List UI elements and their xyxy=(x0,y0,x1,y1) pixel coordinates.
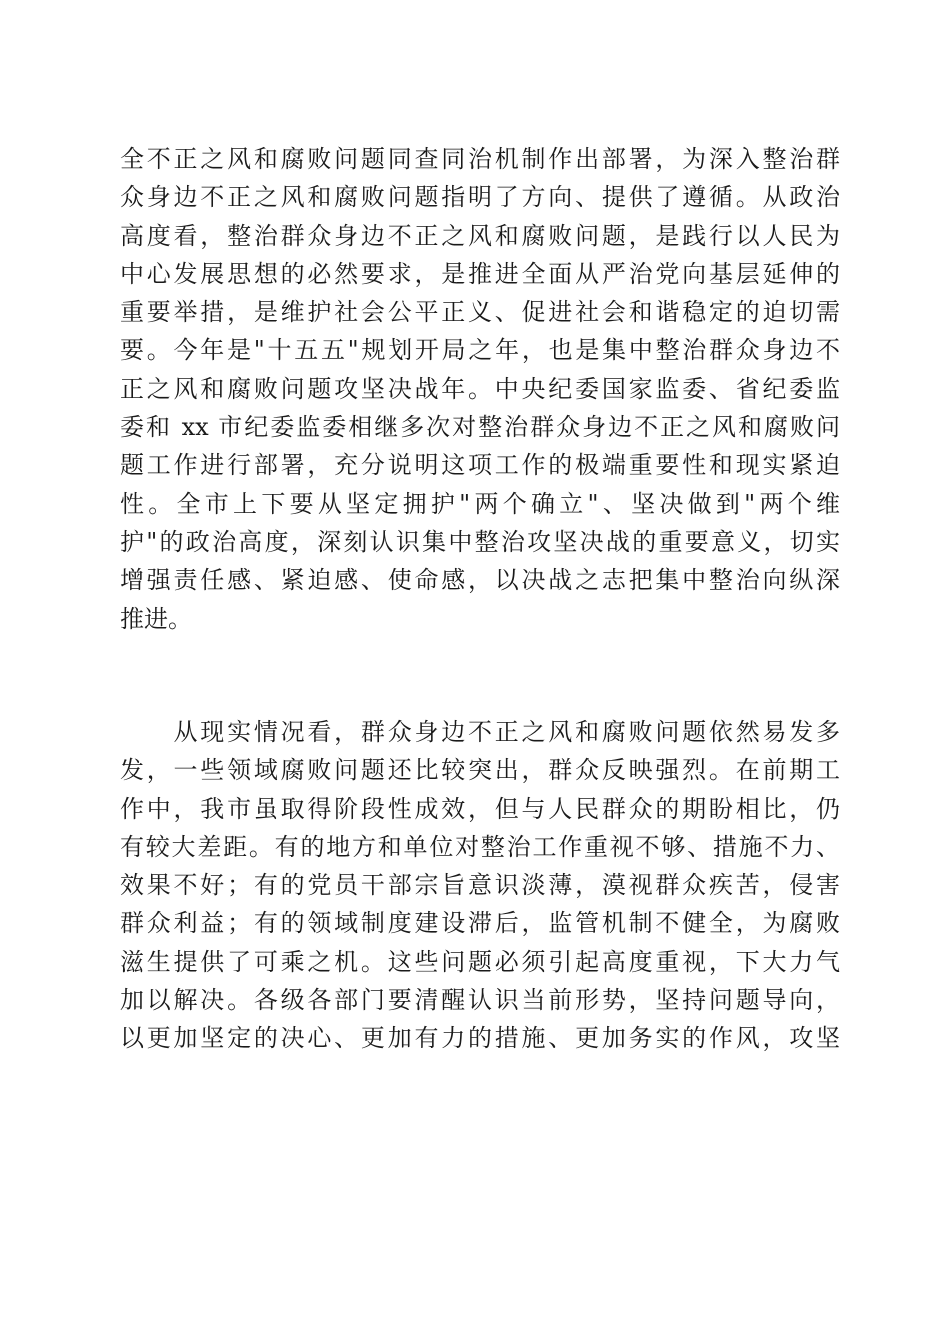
text-line: 加以解决。各级各部门要清醒认识当前形势，坚持问题导向， xyxy=(120,986,840,1015)
text-line: 效果不好；有的党员干部宗旨意识淡薄，漠视群众疾苦，侵害 xyxy=(120,871,840,900)
text-line: 滋生提供了可乘之机。这些问题必须引起高度重视，下大力气 xyxy=(120,947,840,976)
text-line: 要。今年是"十五五"规划开局之年，也是集中整治群众身边不 xyxy=(120,336,840,365)
text-line: 全不正之风和腐败问题同查同治机制作出部署，为深入整治群 xyxy=(120,145,840,173)
text-line: 题工作进行部署，充分说明这项工作的极端重要性和现实紧迫 xyxy=(120,451,840,480)
text-line: 发，一些领域腐败问题还比较突出，群众反映强烈。在前期工 xyxy=(120,756,840,785)
text-line: 重要举措，是维护社会公平正义、促进社会和谐稳定的迫切需 xyxy=(120,298,840,327)
paragraph-2 xyxy=(120,713,840,1058)
text-line: 有较大差距。有的地方和单位对整治工作重视不够、措施不力、 xyxy=(120,832,840,861)
text-line: 中心发展思想的必然要求，是推进全面从严治党向基层延伸的 xyxy=(120,259,840,288)
text-line: 作中，我市虽取得阶段性成效，但与人民群众的期盼相比，仍 xyxy=(120,794,840,823)
text-line: 群众利益；有的领域制度建设滞后，监管机制不健全，为腐败 xyxy=(120,909,840,938)
text-line: 护"的政治高度，深刻认识集中整治攻坚决战的重要意义，切实 xyxy=(120,527,840,556)
text-line: 众身边不正之风和腐败问题指明了方向、提供了遵循。从政治 xyxy=(120,183,840,212)
text-line: 增强责任感、紧迫感、使命感，以决战之志把集中整治向纵深 xyxy=(120,566,840,595)
text-line: 从现实情况看，群众身边不正之风和腐败问题依然易发多 xyxy=(120,718,840,746)
text-line: 以更加坚定的决心、更加有力的措施、更加务实的作风，攻坚 xyxy=(120,1024,840,1053)
text-line: 高度看，整治群众身边不正之风和腐败问题，是践行以人民为 xyxy=(120,221,840,250)
text-line: 性。全市上下要从坚定拥护"两个确立"、坚决做到"两个维 xyxy=(120,489,840,518)
text-line: 委和 xx 市纪委监委相继多次对整治群众身边不正之风和腐败问 xyxy=(120,413,840,442)
paragraph-1 xyxy=(120,140,840,638)
text-line: 正之风和腐败问题攻坚决战年。中央纪委国家监委、省纪委监 xyxy=(120,374,840,403)
text-line: 推进。 xyxy=(120,604,192,633)
